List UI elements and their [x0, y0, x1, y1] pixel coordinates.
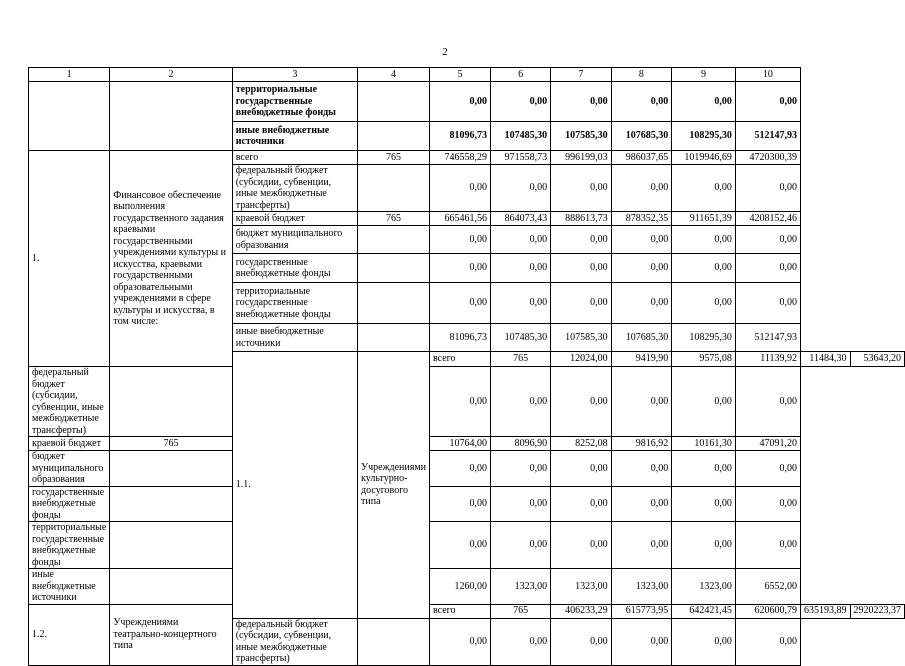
item-title-cell: Учреждениями культурно-досугового типа	[358, 352, 430, 619]
amount-cell: 0,00	[611, 165, 672, 212]
amount-cell: 0,00	[672, 165, 736, 212]
amount-cell: 0,00	[735, 451, 800, 487]
funding-source-cell: всего	[430, 352, 491, 367]
funding-source-cell: бюджет муниципального образования	[232, 226, 357, 254]
amount-cell: 4208152,46	[735, 212, 800, 226]
amount-cell: 0,00	[491, 367, 551, 437]
amount-cell: 9419,90	[611, 352, 672, 367]
amount-cell: 11139,92	[735, 352, 800, 367]
code-cell	[110, 367, 232, 437]
amount-cell: 0,00	[735, 226, 800, 254]
amount-cell: 0,00	[430, 486, 491, 522]
column-header: 9	[672, 68, 736, 82]
funding-source-cell: федеральный бюджет (субсидии, субвенции, иные межбюджетные трансферты)	[232, 618, 357, 665]
amount-cell: 0,00	[735, 283, 800, 324]
table-row	[29, 151, 905, 165]
amount-cell: 0,00	[672, 618, 736, 665]
code-cell	[358, 165, 430, 212]
table-row	[29, 569, 905, 605]
code-cell	[110, 522, 232, 569]
amount-cell: 107585,30	[551, 122, 612, 151]
amount-cell: 0,00	[551, 451, 612, 487]
code-cell	[358, 82, 430, 122]
table-row	[29, 604, 905, 618]
amount-cell: 0,00	[672, 522, 736, 569]
amount-cell: 0,00	[672, 367, 736, 437]
amount-cell: 512147,93	[735, 122, 800, 151]
amount-cell: 0,00	[672, 82, 736, 122]
amount-cell: 0,00	[611, 451, 672, 487]
table-row	[29, 367, 905, 437]
code-cell: 765	[110, 437, 232, 451]
code-cell	[358, 226, 430, 254]
amount-cell: 53643,20	[850, 352, 905, 367]
item-title-cell: Финансовое обеспечение выполнения государственного задания краевыми государственными учреждениями культуры и искусства, краевыми государственными образовательными учреждениями в сфере культуры и искусства, в том числе:	[110, 151, 232, 367]
budget-table	[28, 67, 905, 666]
amount-cell: 0,00	[611, 618, 672, 665]
amount-cell: 1019946,69	[672, 151, 736, 165]
amount-cell: 81096,73	[430, 122, 491, 151]
amount-cell: 10764,00	[430, 437, 491, 451]
amount-cell: 635193,89	[801, 604, 851, 618]
amount-cell: 665461,56	[430, 212, 491, 226]
funding-source-cell: территориальные государственные внебюджетные фонды	[232, 283, 357, 324]
amount-cell: 0,00	[491, 451, 551, 487]
table-row	[29, 82, 905, 122]
amount-cell: 0,00	[611, 522, 672, 569]
amount-cell: 0,00	[611, 82, 672, 122]
amount-cell: 512147,93	[735, 324, 800, 352]
table-body	[29, 82, 905, 666]
table-row	[29, 451, 905, 487]
amount-cell: 11484,30	[801, 352, 851, 367]
amount-cell: 0,00	[611, 226, 672, 254]
amount-cell: 0,00	[735, 618, 800, 665]
amount-cell: 0,00	[491, 486, 551, 522]
amount-cell: 107685,30	[611, 324, 672, 352]
amount-cell: 0,00	[672, 283, 736, 324]
amount-cell: 1323,00	[611, 569, 672, 605]
code-cell	[358, 254, 430, 283]
table-row	[29, 522, 905, 569]
amount-cell: 9575,08	[672, 352, 736, 367]
column-header: 10	[735, 68, 800, 82]
amount-cell: 0,00	[551, 82, 612, 122]
amount-cell: 864073,43	[491, 212, 551, 226]
code-cell	[110, 486, 232, 522]
amount-cell: 1323,00	[491, 569, 551, 605]
amount-cell: 1260,00	[430, 569, 491, 605]
amount-cell: 0,00	[430, 367, 491, 437]
amount-cell: 0,00	[672, 451, 736, 487]
amount-cell: 108295,30	[672, 122, 736, 151]
amount-cell: 107485,30	[491, 122, 551, 151]
code-cell: 765	[491, 352, 551, 367]
amount-cell: 107485,30	[491, 324, 551, 352]
funding-source-cell: краевой бюджет	[232, 212, 357, 226]
amount-cell: 0,00	[430, 618, 491, 665]
amount-cell: 0,00	[551, 254, 612, 283]
amount-cell: 0,00	[491, 82, 551, 122]
amount-cell: 8252,08	[551, 437, 612, 451]
amount-cell: 0,00	[551, 367, 612, 437]
funding-source-cell: краевой бюджет	[29, 437, 110, 451]
amount-cell: 406233,29	[551, 604, 612, 618]
amount-cell: 0,00	[430, 254, 491, 283]
amount-cell: 986037,65	[611, 151, 672, 165]
page-number: 2	[442, 46, 448, 58]
amount-cell: 911651,39	[672, 212, 736, 226]
amount-cell: 0,00	[735, 254, 800, 283]
amount-cell: 0,00	[672, 226, 736, 254]
amount-cell: 878352,35	[611, 212, 672, 226]
column-header: 6	[491, 68, 551, 82]
amount-cell: 615773,95	[611, 604, 672, 618]
item-number-cell: 1.	[29, 151, 110, 367]
code-cell	[358, 283, 430, 324]
amount-cell: 0,00	[491, 226, 551, 254]
amount-cell: 0,00	[611, 367, 672, 437]
funding-source-cell: иные внебюджетные источники	[232, 122, 357, 151]
amount-cell: 0,00	[491, 254, 551, 283]
code-cell	[358, 122, 430, 151]
amount-cell: 0,00	[430, 82, 491, 122]
amount-cell: 0,00	[735, 522, 800, 569]
funding-source-cell: государственные внебюджетные фонды	[29, 486, 110, 522]
amount-cell: 0,00	[430, 165, 491, 212]
amount-cell: 0,00	[551, 283, 612, 324]
amount-cell: 1323,00	[672, 569, 736, 605]
column-header: 2	[110, 68, 232, 82]
funding-source-cell: территориальные государственные внебюджетные фонды	[232, 82, 357, 122]
amount-cell: 0,00	[611, 254, 672, 283]
amount-cell: 0,00	[551, 226, 612, 254]
amount-cell: 0,00	[430, 226, 491, 254]
column-header: 7	[551, 68, 612, 82]
code-cell	[358, 618, 430, 665]
amount-cell: 0,00	[430, 451, 491, 487]
amount-cell: 2920223,37	[850, 604, 905, 618]
amount-cell: 0,00	[430, 283, 491, 324]
column-header: 1	[29, 68, 110, 82]
amount-cell: 0,00	[491, 283, 551, 324]
amount-cell: 0,00	[735, 82, 800, 122]
column-header: 5	[430, 68, 491, 82]
amount-cell: 971558,73	[491, 151, 551, 165]
amount-cell: 10161,30	[672, 437, 736, 451]
amount-cell: 0,00	[735, 486, 800, 522]
amount-cell: 0,00	[611, 486, 672, 522]
item-number-cell	[29, 82, 110, 151]
amount-cell: 8096,90	[491, 437, 551, 451]
amount-cell: 0,00	[672, 486, 736, 522]
amount-cell: 12024,00	[551, 352, 612, 367]
amount-cell: 0,00	[551, 165, 612, 212]
funding-source-cell: иные внебюджетные источники	[232, 324, 357, 352]
amount-cell: 0,00	[672, 254, 736, 283]
funding-source-cell: иные внебюджетные источники	[29, 569, 110, 605]
amount-cell: 0,00	[491, 165, 551, 212]
amount-cell: 4720300,39	[735, 151, 800, 165]
amount-cell: 620600,79	[735, 604, 800, 618]
amount-cell: 642421,45	[672, 604, 736, 618]
funding-source-cell: всего	[430, 604, 491, 618]
amount-cell: 9816,92	[611, 437, 672, 451]
funding-source-cell: территориальные государственные внебюджетные фонды	[29, 522, 110, 569]
column-number-row	[29, 68, 905, 82]
code-cell: 765	[491, 604, 551, 618]
item-number-cell: 1.1.	[232, 352, 357, 619]
amount-cell: 746558,29	[430, 151, 491, 165]
column-header: 3	[232, 68, 357, 82]
code-cell: 765	[358, 151, 430, 165]
amount-cell: 107585,30	[551, 324, 612, 352]
table-row	[29, 486, 905, 522]
amount-cell: 0,00	[611, 283, 672, 324]
amount-cell: 108295,30	[672, 324, 736, 352]
code-cell	[110, 569, 232, 605]
amount-cell: 0,00	[735, 367, 800, 437]
amount-cell: 0,00	[551, 522, 612, 569]
amount-cell: 0,00	[491, 522, 551, 569]
amount-cell: 81096,73	[430, 324, 491, 352]
column-header: 4	[358, 68, 430, 82]
amount-cell: 888613,73	[551, 212, 612, 226]
amount-cell: 0,00	[491, 618, 551, 665]
amount-cell: 6552,00	[735, 569, 800, 605]
amount-cell: 0,00	[551, 486, 612, 522]
item-number-cell: 1.2.	[29, 604, 110, 665]
funding-source-cell: всего	[232, 151, 357, 165]
code-cell: 765	[358, 212, 430, 226]
item-title-cell: Учреждениями театрально-концертного типа	[110, 604, 232, 665]
item-title-cell	[110, 82, 232, 151]
code-cell	[110, 451, 232, 487]
amount-cell: 47091,20	[735, 437, 800, 451]
funding-source-cell: бюджет муниципального образования	[29, 451, 110, 487]
amount-cell: 0,00	[735, 165, 800, 212]
funding-source-cell: федеральный бюджет (субсидии, субвенции, иные межбюджетные трансферты)	[29, 367, 110, 437]
code-cell	[358, 324, 430, 352]
amount-cell: 107685,30	[611, 122, 672, 151]
amount-cell: 0,00	[551, 618, 612, 665]
column-header: 8	[611, 68, 672, 82]
amount-cell: 0,00	[430, 522, 491, 569]
funding-source-cell: федеральный бюджет (субсидии, субвенции, иные межбюджетные трансферты)	[232, 165, 357, 212]
funding-source-cell: государственные внебюджетные фонды	[232, 254, 357, 283]
amount-cell: 996199,03	[551, 151, 612, 165]
table-row	[29, 437, 905, 451]
amount-cell: 1323,00	[551, 569, 612, 605]
